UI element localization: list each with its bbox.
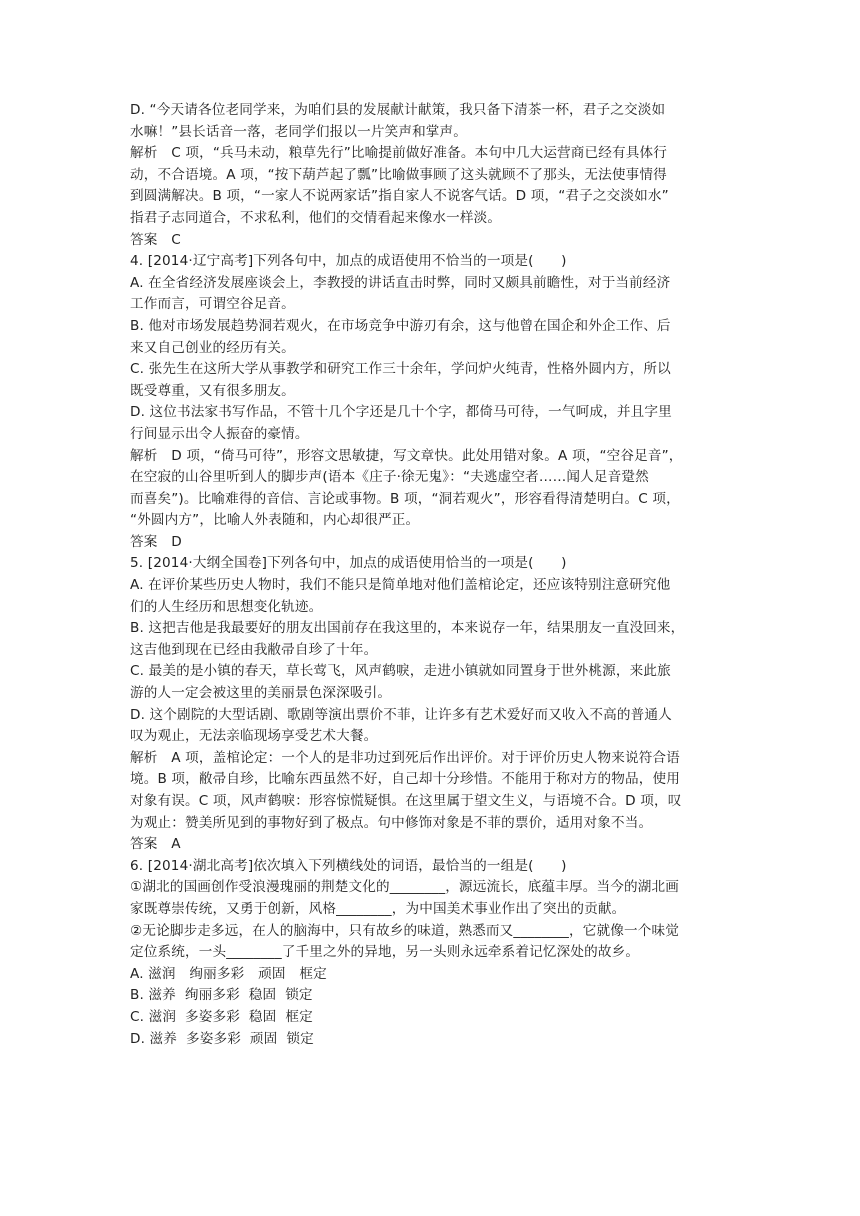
question-4-analysis-line-4: “外圆内方”，比喻人外表随和，内心却很严正。	[130, 512, 420, 529]
question-5-option-b-line-2: 这吉他到现在已经由我敝帚自珍了十年。	[130, 641, 378, 658]
question-5-option-a-line-1: A. 在评价某些历史人物时，我们不能只是简单地对他们盖棺论定，还应该特别注意研究他	[130, 577, 671, 594]
question-5-option-d-line-1: D. 这个剧院的大型话剧、歌剧等演出票价不菲，让许多有艺术爱好而又收入不高的普通人	[130, 706, 672, 723]
question-6-option-d: D. 滋养 多姿多彩 顽固 锁定	[130, 1030, 314, 1047]
question-4-option-a-line-1: A. 在全省经济发展座谈会上，李教授的讲话直击时弊，同时又颇具前瞻性，对于当前经济	[130, 274, 671, 291]
question-5-option-b-line-1: B. 这把吉他是我最要好的朋友出国前存在我这里的，本来说存一年，结果朋友一直没回来，	[130, 620, 685, 637]
question-5-option-a-line-2: 们的人生经历和思想变化轨迹。	[130, 598, 323, 615]
question-6-stem: 6. [2014·湖北高考]依次填入下列横线处的词语，最恰当的一组是( )	[130, 857, 567, 874]
question-4-option-d-line-2: 行间显示出令人振奋的豪情。	[130, 425, 309, 442]
question-4-option-c-line-2: 既受尊重，又有很多朋友。	[130, 382, 295, 399]
question-4-option-a-line-2: 工作而言，可谓空谷足音。	[130, 296, 295, 313]
question-6-passage-2-line-1: ②无论脚步走多远，在人的脑海中，只有故乡的味道，熟悉而又________，它就像一个味觉	[130, 922, 679, 939]
question-5-analysis-line-3: 对象有误。C 项，风声鹤唳：形容惊慌疑惧。在这里属于望文生义，与语境不合。D 项，叹	[130, 793, 682, 809]
question-4-option-c-line-1: C. 张先生在这所大学从事教学和研究工作三十余年，学问炉火纯青，性格外圆内方，所以	[130, 361, 671, 378]
document-page	[130, 100, 735, 1050]
question-3-option-d-line-1: D. “今天请各位老同学来，为咱们县的发展献计献策，我只备下清茶一杯，君子之交淡如	[130, 102, 666, 118]
question-5-option-c-line-1: C. 最美的是小镇的春天，草长莺飞，风声鹤唳，走进小镇就如同置身于世外桃源，来此旅	[130, 663, 671, 680]
question-6-option-a: A. 滋润 绚丽多彩 顽固 框定	[130, 965, 327, 982]
question-5-stem: 5. [2014·大纲全国卷]下列各句中，加点的成语使用恰当的一项是( )	[130, 555, 567, 572]
question-3-analysis-line-3: 到圆满解决。B 项，“一家人不说两家话”指自家人不说客气话。D 项，“君子之交淡如水”	[130, 188, 669, 205]
question-4-answer: 答案 D	[130, 533, 182, 550]
question-4-analysis-line-2: 在空寂的山谷里听到人的脚步声(语本《庄子·徐无鬼》：“夫逃虚空者……闻人足音跫然	[130, 469, 649, 486]
question-4-stem: 4. [2014·辽宁高考]下列各句中，加点的成语使用不恰当的一项是( )	[130, 253, 567, 270]
question-6-passage-1-line-1: ①湖北的国画创作受浪漫瑰丽的荆楚文化的________，源远流长，底蕴丰厚。当今的湖北画	[130, 879, 679, 896]
question-4-analysis-line-1: 解析 D 项，“倚马可待”，形容文思敏捷，写文章快。此处用错对象。A 项，“空谷足音”，	[130, 447, 683, 464]
question-5-option-c-line-2: 游的人一定会被这里的美丽景色深深吸引。	[130, 685, 392, 702]
question-4-analysis-line-3: 而喜矣”)。比喻难得的音信、言论或事物。B 项，“洞若观火”，形容看得清楚明白。C 项，	[130, 490, 680, 507]
question-5-analysis-line-1: 解析 A 项，盖棺论定：一个人的是非功过到死后作出评价。对于评价历史人物来说符合语	[130, 749, 680, 766]
question-4-option-b-line-2: 来又自己创业的经历有关。	[130, 339, 295, 356]
question-6-passage-1-line-2: 家既尊崇传统，又勇于创新，风格________，为中国美术事业作出了突出的贡献。	[130, 900, 626, 917]
question-6-option-c: C. 滋润 多姿多彩 稳固 框定	[130, 1008, 313, 1025]
question-4-option-b-line-1: B. 他对市场发展趋势洞若观火，在市场竞争中游刃有余，这与他曾在国企和外企工作、后	[130, 317, 671, 334]
question-5-option-d-line-2: 叹为观止，无法亲临现场享受艺术大餐。	[130, 728, 378, 745]
question-5-analysis-line-2: 境。B 项，敝帚自珍，比喻东西虽然不好，自己却十分珍惜。不能用于称对方的物品，使用	[130, 771, 680, 788]
question-3-answer: 答案 C	[130, 231, 181, 248]
question-3-analysis-line-4: 指君子志同道合，不求私利，他们的交情看起来像水一样淡。	[130, 209, 502, 226]
question-3-option-d-line-2: 水嘛！”县长话音一落，老同学们报以一片笑声和掌声。	[130, 123, 468, 140]
question-3-analysis-line-1: 解析 C 项，“兵马未动，粮草先行”比喻提前做好准备。本句中几大运营商已经有具体行	[130, 145, 668, 162]
question-4-option-d-line-1: D. 这位书法家书写作品，不管十几个字还是几十个字，都倚马可待，一气呵成，并且字里	[130, 404, 672, 421]
question-6-passage-2-line-2: 定位系统，一头________了千里之外的异地，另一头则永远牵系着记忆深处的故乡。	[130, 944, 640, 961]
question-5-answer: 答案 A	[130, 836, 181, 853]
question-6-option-b: B. 滋养 绚丽多彩 稳固 锁定	[130, 987, 313, 1004]
question-5-analysis-line-4: 为观止：赞美所见到的事物好到了极点。句中修饰对象是不菲的票价，适用对象不当。	[130, 814, 653, 831]
question-3-analysis-line-2: 动，不合语境。A 项，“按下葫芦起了瓢”比喻做事顾了这头就顾不了那头，无法使事情得	[130, 166, 667, 183]
